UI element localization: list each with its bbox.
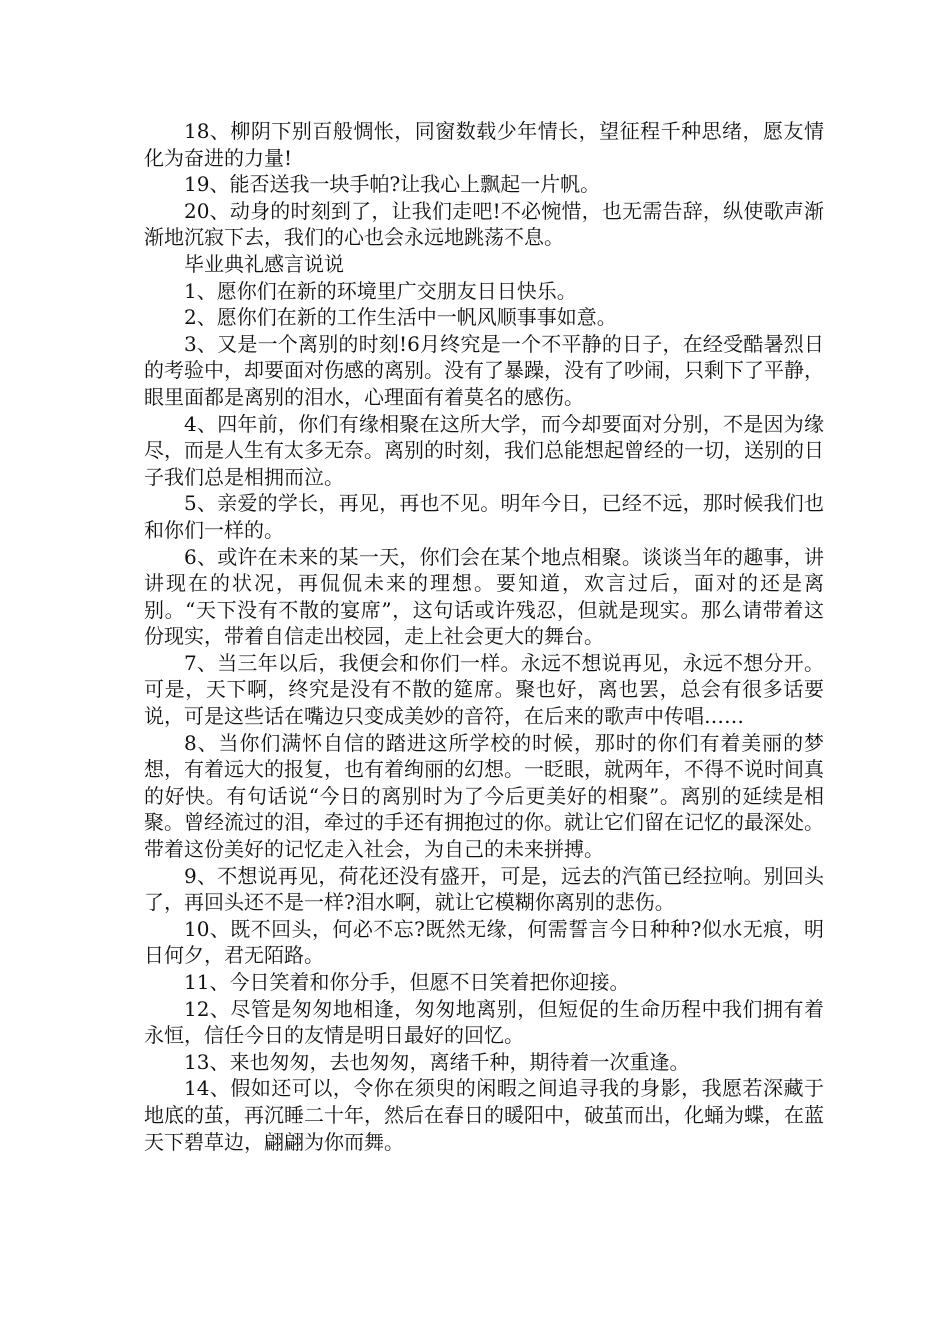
paragraph-4: 4、四年前，你们有缘相聚在这所大学，而今却要面对分别，不是因为缘尽，而是人生有太多无奈。离别的时刻，我们总能想起曾经的一切，送别的日子我们总是相拥而泣。 — [144, 411, 824, 489]
paragraph-2: 2、愿你们在新的工作生活中一帆风顺事事如意。 — [184, 305, 617, 330]
paragraph-14: 14、假如还可以，令你在须臾的闲暇之间追寻我的身影，我愿若深藏于地底的茧，再沉睡二十年，然后在春日的暖阳中，破茧而出，化蛹为蝶，在蓝天下碧草边，翩翩为你而舞。 — [144, 1076, 824, 1154]
paragraph-3: 3、又是一个离别的时刻!6月终究是一个不平静的日子，在经受酷暑烈日的考验中，却要面对伤感的离别。没有了暴躁，没有了吵闹，只剩下了平静，眼里面都是离别的泪水，心理面有着莫名的感伤。 — [144, 331, 824, 409]
paragraph-11: 11、今日笑着和你分手，但愿不日笑着把你迎接。 — [184, 970, 630, 994]
paragraph-12: 12、尽管是匆匆地相逢，匆匆地离别，但短促的生命历程中我们拥有着永恒，信任今日的友情是明日最好的回忆。 — [144, 996, 824, 1048]
paragraph-6: 6、或许在未来的某一天，你们会在某个地点相聚。谈谈当年的趣事，讲讲现在的状况，再侃侃未来的理想。要知道，欢言过后，面对的还是离别。“天下没有不散的宴席”，这句话或许残忍，但就是现实。那么请带着这份现实，带着自信走出校园，走上社会更大的舞台。 — [144, 544, 824, 649]
paragraph-18: 18、柳阴下别百般惆怅，同窗数载少年情长，望征程千种思绪，愿友情化为奋进的力量! — [144, 119, 824, 170]
paragraph-10: 10、既不回头，何必不忘?既然无缘，何需誓言今日种种?似水无痕，明日何夕，君无陌路。 — [144, 916, 824, 968]
paragraph-1: 1、愿你们在新的环境里广交朋友日日快乐。 — [184, 278, 577, 303]
paragraph-20: 20、动身的时刻到了，让我们走吧!不必惋惜，也无需告辞，纵使歌声渐渐地沉寂下去，我们的心也会永远地跳荡不息。 — [144, 198, 824, 250]
paragraph-8: 8、当你们满怀自信的踏进这所学校的时候，那时的你们有着美丽的梦想，有着远大的报复，也有着绚丽的幻想。一眨眼，就两年，不得不说时间真的好快。有句话说“今日的离别时为了今后更美好的相聚”。离别的延续是相聚。曾经流过的泪，牵过的手还有拥抱过的你。就让它们留在记忆的最深处。带着这份美好的记忆走入社会，为自己的未来拼搏。 — [144, 730, 824, 862]
paragraph-9: 9、不想说再见，荷花还没有盛开，可是，远去的汽笛已经拉响。别回头了，再回头还不是一样?泪水啊，就让它模糊你离别的悲伤。 — [144, 863, 824, 915]
section-heading: 毕业典礼感言说说 — [184, 251, 344, 276]
paragraph-19: 19、能否送我一块手帕?让我心上飘起一片帆。 — [184, 172, 601, 197]
document-body — [144, 118, 824, 1155]
paragraph-7: 7、当三年以后，我便会和你们一样。永远不想说再见，永远不想分开。可是，天下啊，终究是没有不散的筵席。聚也好，离也罢，总会有很多话要说，可是这些话在嘴边只变成美妙的音符，在后来的歌声中传唱…… — [144, 650, 824, 729]
paragraph-5: 5、亲爱的学长，再见，再也不见。明年今日，已经不远，那时候我们也和你们一样的。 — [144, 491, 824, 542]
paragraph-13: 13、来也匆匆，去也匆匆，离绪千种，期待着一次重逢。 — [184, 1049, 690, 1074]
